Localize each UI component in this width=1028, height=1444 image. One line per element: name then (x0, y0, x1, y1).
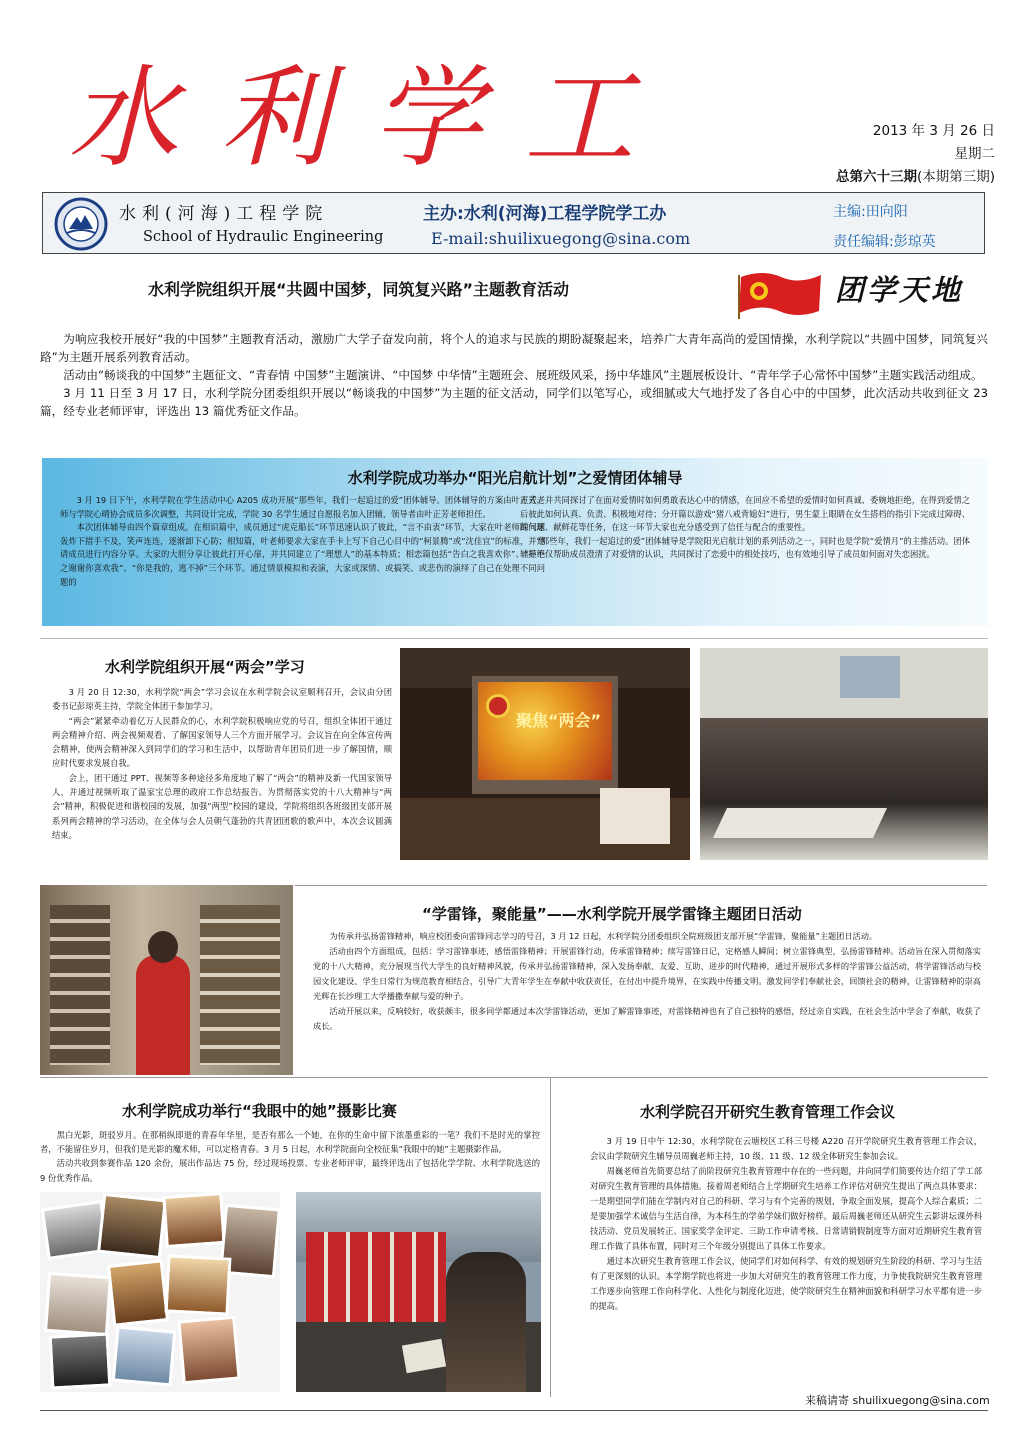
screen-text: 聚焦“两会” (516, 711, 602, 730)
school-name-en: School of Hydraulic Engineering (143, 229, 384, 245)
paragraph: 为传承并弘扬雷锋精神，响应校团委向雷锋同志学习的号召，3 月 12 日起，水利学院分团委组织全院班级团支部开展“学雷锋，聚能量”主题团日活动。 (329, 931, 878, 941)
article-1-title: 水利学院组织开展“共圆中国梦，同筑复兴路”主题教育活动 (148, 280, 570, 299)
collage-photo (162, 1192, 225, 1248)
paragraph: 活动共收到参赛作品 120 余份，展出作品达 75 份，经过现场投票、专业老师评审，最终评选出了包括化学学院、水利学院选送的 9 份优秀作品。 (40, 1158, 540, 1183)
paragraph: “两会”紧紧牵动着亿万人民群众的心，水利学院积极响应党的号召，组织全体团干通过两会精神介绍、两会视频观看、了解国家领导人三个方面开展学习。会议旨在向全体宣传两会精神，使两会精神深入到同学们的学习和生活中，以帮助青年团员们进一步了解国情，顺应时代要求发展自我。 (52, 715, 392, 769)
article-2-col-2 (520, 494, 970, 562)
date-block (790, 120, 995, 189)
photo-student (136, 955, 190, 1075)
masthead (68, 48, 708, 188)
photo-collage (40, 1192, 280, 1392)
paragraph: 周巍老师首先简要总结了前阶段研究生教育管理中存在的一些问题，并向同学们简要传达介绍了学工部对研究生教育管理的具体措施。接着周老师结合上学期研究生培养工作评估对研究生提出了两点具体要求：一是期望同学们能在学制内对自己的科研、学习与有个完善的规划，争取全面发展，提高个人综合素质；二是要加强学术诚信与生活自律，为本科生的学弟学妹们做好榜样。最后周巍老师还从研究生云影讲坛课外科技活动、党员发展转正、国家奖学金评定、三助工作申请考核、日常请销假制度等方面对近期研究生教育管理工作做了具体布置，同时对三个年级分别提出了具体工作要求。 (590, 1166, 982, 1251)
photo-bookshelf (50, 905, 110, 1065)
article-2-box (42, 458, 988, 626)
photo-exhibition (296, 1192, 541, 1392)
column-name: 团学天地 (835, 273, 964, 307)
article-5-title: 水利学院成功举行“我眼中的她”摄影比赛 (122, 1102, 397, 1120)
paragraph: 会上，团干通过 PPT、视频等多种途径多角度地了解了“两会”的精神及新一代国家领导人，并通过视频听取了温家宝总理的政府工作总结报告。为贯彻落实党的十八大精神与“两会”精神，积极促进和谐校园的发展，加强“两型”校园的建设，学院将组织各班级团支部开展系列两会精神的学习活动，在全体与会人员朝气蓬勃的共青团团歌的歌声中，本次会议圆满结束。 (52, 772, 392, 840)
photo-audience (700, 648, 988, 860)
photo-stalls (306, 1232, 446, 1322)
photo-screen (478, 682, 612, 780)
collage-photo (97, 1193, 167, 1259)
article-6-title: 水利学院召开研究生教育管理工作会议 (640, 1103, 896, 1121)
school-emblem-icon (47, 197, 115, 251)
email: E-mail:shuilixuegong@sina.com (431, 229, 691, 248)
article-3-title: 水利学院组织开展“两会”学习 (105, 658, 305, 676)
collage-photo (107, 1259, 169, 1327)
collage-photo (112, 1325, 177, 1386)
divider (550, 1077, 551, 1397)
paragraph: 通过本次研究生教育管理工作会议，使同学们对如何科学、有效的规划研究生阶段的科研、学习与生活有了更深刻的认识。本学期学院也将进一步加大对研究生的教育管理工作力度，力争使我院研究生教育管理工作逐步向管理工作向科学化、人性化与制度化迈进，使学院研究生在精神面貌和科研学习水平都有进一步的提高。 (590, 1256, 982, 1311)
bottom-rule (40, 1410, 988, 1411)
article-4-title: “学雷锋，聚能量”——水利学院开展学雷锋主题团日活动 (422, 905, 802, 923)
chief-editor: 主编:田向阳 (833, 204, 908, 220)
paragraph: “那些年，我们一起追过的爱”团体辅导是学院阳光启航计划的系列活动之一，同时也是学院“爱情月”的主推活动。团体辅导不仅帮助成员澄清了对爱情的认识，共同探讨了恋爱中的相处技巧，也有效地引导了成员如何面对失恋困扰。 (520, 535, 970, 560)
responsible-editor: 责任编辑:彭琼英 (833, 234, 936, 250)
article-6-body (590, 1134, 982, 1314)
photo-student-head (148, 931, 178, 963)
article-5-body (40, 1128, 540, 1185)
paragraph: 3 月 19 日下午，水利学院在学生活动中心 A205 成功开展“那些年，我们一起追过的爱”团体辅导。团体辅导的方案由叶正芳老师与学院心晴协会成员多次调整，共同设计完成，学院 30 名学生通过自愿报名加入团辅，领导者由叶正芳老师担任。 (60, 495, 545, 519)
photo-bookshelf (200, 905, 280, 1065)
photo-crowd (700, 718, 988, 860)
paragraph: 活动开展以来，反响较好，收获颇丰，很多同学都通过本次学雷锋活动，更加了解雷锋事迹，对雷锋精神也有了自己独特的感悟，经过亲自实践，在社会生活中学会了奉献，收获了成长。 (313, 1006, 981, 1031)
divider (40, 1077, 988, 1078)
collage-photo (49, 1332, 112, 1389)
paragraph: 活动由四个方面组成，包括：学习雷锋事迹，感悟雷锋精神；开展雷锋行动，传承雷锋精神；续写雷锋日记，定格感人瞬间；树立雷锋典型，弘扬雷锋精神。活动旨在深入贯彻落实党的十八大精神，充分展现当代大学生的良好精神风貌，传承并弘扬雷锋精神，深入发扬奉献、友爱、互助、进步的时代精神，通过开展形式多样的学雷锋公益活动，将学雷锋活动与校园文化建设、学生日常行为规范教育相结合，引导广大青年学生在奉献中收获责任，在付出中提升境界，在实践中传播文明。激发同学们奉献社会，回馈社会的精神，让雷锋精神的崇高光辉在长沙理工大学播撒奉献与爱的种子。 (313, 946, 981, 1001)
collage-photo (177, 1316, 240, 1385)
photo-visitor (446, 1252, 526, 1392)
paragraph: 为响应我校开展好“我的中国梦”主题教育活动，激励广大学子奋发向前，将个人的追求与民族的期盼凝聚起来，培养广大青年高尚的爱国情操，水利学院以“共圆中国梦，同筑复兴路”为主题开展系列教育活动。 (40, 332, 988, 364)
photo-library (40, 885, 293, 1075)
paragraph: 3 月 20 日 12:30，水利学院“两会”学习会议在水利学院会议室顺利召开，会议由分团委书记彭琼英主持，学院全体团干参加学习。 (52, 687, 392, 712)
article-2-title: 水利学院成功举办“阳光启航计划”之爱情团体辅导 (347, 469, 683, 487)
contribute-note: 来稿请寄 shuilixuegong@sina.com (805, 1394, 990, 1407)
paragraph: 3 月 11 日至 3 月 17 日，水利学院分团委组织开展以“畅谈我的中国梦”为主题的征文活动，同学们以笔写心，或细腻或大气地抒发了各自心中的中国梦，此次活动共收到征文 23 篇，经专业老师评审，评选出 13 篇优秀征文作品。 (40, 386, 988, 418)
article-1-body (40, 330, 988, 420)
paragraph: 黑白光影，斑驳岁月。在那稍纵即逝的青春年华里，是否有那么一个她，在你的生命中留下浓墨重彩的一笔？我们不是时光的掌控者，不能留住岁月，但我们是光影的魔术师，可以定格青春。3 月 5 日起，水利学院面向全校征集“我眼中的她”主题摄影作品。 (40, 1130, 540, 1155)
paragraph: 方式，并共同探讨了在面对爱情时如何勇敢表达心中的情感，在回应不希望的爱情时如何真诚、委婉地拒绝，在得到爱情之后彼此如何认真、负责、积极地对待；分开篇以游戏“猪八戒背媳妇”进行，男生蒙上眼睛在女生搭档的指引下完成过障碍、踩气球、献鲜花等任务，在这一环节大家也充分感受到了信任与配合的重要性。 (520, 495, 970, 533)
issue-number-bold: 总第六十三期 (835, 169, 917, 185)
photo-desk (713, 808, 887, 838)
newspaper-title: 水利学工 (68, 54, 676, 182)
school-name-cn: 水利(河海)工程学院 (119, 204, 329, 224)
article-4-body (313, 929, 981, 1034)
collage-photo (165, 1254, 232, 1315)
issue-date: 2013 年 3 月 26 日 (872, 123, 995, 139)
paragraph: 3 月 19 日中午 12:30，水利学院在云塘校区工科三号楼 A220 召开学院研究生教育管理工作会议，会议由学院研究生辅导员周巍老师主持，10 级、11 级、12 级全体研究生参加会议。 (590, 1136, 982, 1161)
issue-number (790, 166, 995, 189)
league-flag-icon (735, 267, 823, 319)
sponsor: 主办:水利(河海)工程学院学工办 (423, 204, 667, 224)
photo-podium (600, 788, 670, 844)
issue-note: (本期第三期) (916, 169, 995, 185)
emblem-icon (486, 694, 510, 718)
collage-photo (44, 1272, 112, 1336)
article-3-body (52, 685, 392, 842)
issue-weekday: 星期二 (954, 146, 995, 162)
paragraph: 本次团体辅导由四个篇章组成。在相识篇中，成员通过“虎克船长”环节迅速认识了彼此，“言不由衷”环节，大家在叶老师的问题轰炸下措手不及，笑声连连，逐渐卸下心防；相知篇，叶老师要求大家在手卡上写下自己心目中的“柯景腾”或“沈佳宜”的标准，并邀请成员进行内容分享。大家的大胆分享让彼此打开心扉，并共同建立了“理想人”的基本特质；相恋篇包括“告白之我喜欢你”、“拒绝之谢谢你喜欢我”、“你是我的，逃不掉”三个环节。通过情景模拟和表演，大家或深情、或搞笑、或悲伤的演绎了自己在处理不同问题的 (60, 522, 545, 587)
article-2-col-1 (60, 494, 545, 589)
paragraph: 活动由“畅谈我的中国梦”主题征文、“青春情 中国梦”主题演讲、“中国梦 中华情”主题班会、展班级风采，扬中华雄风”主题展板设计、“青年学子心常怀中国梦”主题实践活动组成。 (63, 368, 983, 382)
photo-presentation (400, 648, 690, 860)
photo-window (840, 656, 900, 698)
divider (295, 885, 987, 886)
divider (40, 638, 988, 639)
header-band (42, 192, 985, 254)
